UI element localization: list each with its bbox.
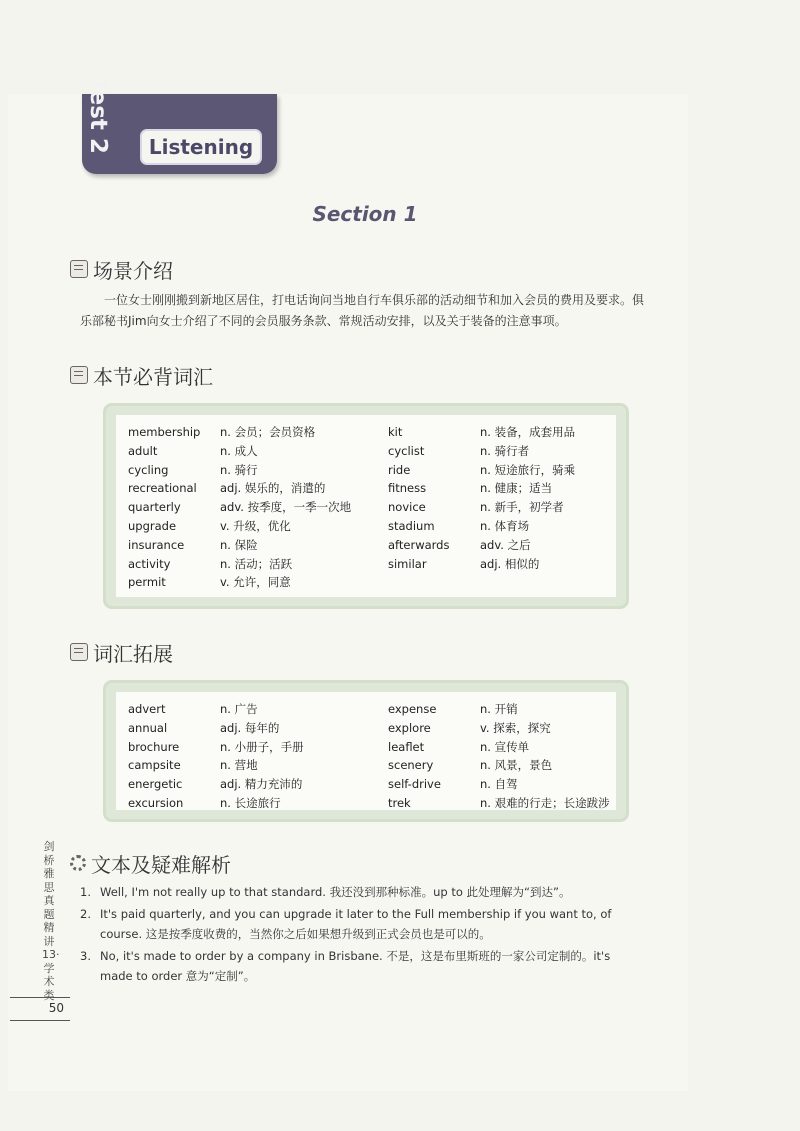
vocab-definition: adj. 相似的	[480, 556, 540, 571]
extended-vocab-panel	[116, 692, 616, 810]
vocab-row	[128, 775, 304, 794]
gear-icon	[70, 855, 86, 871]
vocab-definition: adj. 每年的	[220, 720, 280, 735]
vocab-row	[388, 775, 610, 794]
vocab-word: annual	[128, 720, 168, 735]
note-text: Well, I'm not really up to that standard. 我还没到那种标准。up to 此处理解为“到达”。	[100, 885, 571, 899]
vocab-definition: n. 装备，成套用品	[480, 425, 576, 439]
vocab-word: advert	[128, 702, 166, 716]
vocab-definition: n. 骑行者	[480, 443, 530, 458]
core-vocab-heading	[70, 361, 213, 389]
vocab-definition: n. 自驾	[480, 777, 518, 792]
vocab-row	[128, 738, 304, 757]
book-title: 剑桥雅思真题精讲13·学术类	[42, 840, 60, 1002]
vocab-definition: n. 体育场	[480, 518, 530, 533]
vocab-definition: n. 长途旅行	[220, 795, 281, 810]
vocab-row	[128, 479, 351, 498]
extended-vocab-left-column	[128, 700, 304, 813]
vocab-row	[128, 573, 351, 592]
vocab-row	[128, 498, 351, 517]
vocab-definition: n. 成人	[220, 443, 258, 458]
extended-vocab-heading	[70, 638, 173, 666]
vocab-definition: adj. 精力充沛的	[220, 777, 303, 792]
vocab-word: brochure	[128, 739, 180, 754]
vocab-row	[128, 756, 304, 775]
vocab-row	[128, 442, 351, 461]
vocab-word: campsite	[128, 758, 181, 773]
vocab-word: adult	[128, 443, 158, 458]
vocab-word: fitness	[388, 481, 427, 496]
note-number: 1.	[80, 885, 91, 899]
vocab-word: novice	[388, 500, 426, 515]
vocab-row	[388, 700, 610, 719]
vocab-definition: v. 探索，探究	[480, 720, 551, 735]
vocab-word: afterwards	[388, 537, 450, 552]
vocab-row	[128, 423, 351, 442]
vocab-word: cyclist	[388, 443, 425, 458]
vocab-row	[388, 498, 575, 517]
vocab-row	[128, 719, 304, 738]
vocab-word: stadium	[388, 518, 435, 533]
core-vocab-left-column	[128, 423, 351, 592]
vocab-row	[128, 461, 351, 480]
vocab-row	[128, 536, 351, 555]
vocab-definition: n. 广告	[220, 702, 258, 716]
vocab-word: permit	[128, 575, 166, 590]
analysis-heading	[70, 849, 231, 877]
vocab-word: similar	[388, 556, 427, 571]
extended-vocab-right-column	[388, 700, 610, 813]
vocab-definition: v. 允许，同意	[220, 575, 291, 590]
note-text: No, it's made to order by a company in Brisbane. 不是，这是布里斯班的一家公司定制的。it's made to order 意为“定制”。	[100, 949, 611, 983]
vocab-row	[128, 517, 351, 536]
vocab-row	[388, 461, 575, 480]
note-item	[80, 882, 640, 902]
vocab-definition: n. 宣传单	[480, 739, 530, 754]
vocab-word: recreational	[128, 481, 197, 496]
vocab-definition: n. 会员；会员资格	[220, 425, 316, 439]
core-vocab-right-column	[388, 423, 575, 573]
vocab-definition: n. 骑行	[220, 462, 258, 477]
analysis-notes	[80, 882, 640, 988]
core-vocab-heading-text: 本节必背词汇	[93, 364, 213, 389]
note-number: 2.	[80, 907, 91, 921]
vocab-row	[128, 700, 304, 719]
vocab-word: excursion	[128, 795, 184, 810]
vocab-row	[388, 719, 610, 738]
vocab-definition: n. 活动；活跃	[220, 556, 293, 571]
vocab-row	[388, 536, 575, 555]
vocab-row	[388, 423, 575, 442]
vocab-word: trek	[388, 795, 411, 810]
vocab-definition: n. 艰难的行走；长途跋涉	[480, 795, 610, 810]
vocab-word: upgrade	[128, 518, 177, 533]
vocab-word: explore	[388, 720, 431, 735]
note-item	[80, 946, 640, 986]
module-label: Listening	[140, 129, 262, 165]
core-vocab-box	[106, 406, 626, 606]
vocab-definition: n. 开销	[480, 702, 518, 716]
vocab-row	[388, 479, 575, 498]
extended-vocab-heading-text: 词汇拓展	[93, 641, 173, 666]
scenario-heading-text: 场景介绍	[93, 258, 173, 283]
scenario-heading	[70, 255, 173, 283]
note-text: It's paid quarterly, and you can upgrade it later to the Full membership if you want to, of course. 这是按季度收费的，当然你之后如果想升级到正式会员也是可以的。	[100, 907, 612, 941]
vocab-word: leaflet	[388, 739, 425, 754]
vocab-word: self-drive	[388, 777, 441, 792]
vocab-definition: adv. 之后	[480, 537, 531, 552]
notebook-icon	[70, 260, 88, 278]
vocab-definition: n. 营地	[220, 758, 258, 773]
vocab-row	[128, 555, 351, 574]
core-vocab-panel	[116, 415, 616, 597]
vocab-definition: n. 新手，初学者	[480, 500, 564, 515]
vocab-word: expense	[388, 702, 437, 716]
note-item	[80, 904, 640, 944]
vocab-word: quarterly	[128, 500, 181, 515]
vocab-word: scenery	[388, 758, 434, 773]
vocab-word: energetic	[128, 777, 183, 792]
vocab-definition: v. 升级，优化	[220, 518, 291, 533]
book-icon	[70, 643, 88, 661]
book-icon	[70, 366, 88, 384]
vocab-row	[388, 756, 610, 775]
vocab-definition: n. 风景，景色	[480, 758, 553, 773]
vocab-word: insurance	[128, 537, 185, 552]
vocab-word: kit	[388, 425, 403, 439]
section-title: Section 1	[312, 202, 418, 226]
vocab-word: ride	[388, 462, 411, 477]
vocab-row	[388, 555, 575, 574]
vocab-definition: n. 小册子，手册	[220, 739, 304, 754]
scenario-text: 一位女士刚刚搬到新地区居住，打电话询问当地自行车俱乐部的活动细节和加入会员的费用及要求。俱乐部秘书Jim向女士介绍了不同的会员服务条款、常规活动安排，以及关于装备的注意事项。	[80, 293, 645, 328]
vocab-definition: n. 健康；适当	[480, 481, 553, 496]
vocab-definition: n. 短途旅行，骑乘	[480, 462, 576, 477]
analysis-heading-text: 文本及疑难解析	[91, 852, 231, 877]
vocab-row	[388, 794, 610, 813]
test-label: Test 2	[85, 77, 111, 154]
vocab-word: activity	[128, 556, 171, 571]
vocab-row	[388, 442, 575, 461]
vocab-row	[128, 794, 304, 813]
vocab-definition: adj. 娱乐的，消遣的	[220, 481, 326, 496]
vocab-definition: n. 保险	[220, 537, 258, 552]
vocab-definition: adv. 按季度，一季一次地	[220, 500, 352, 515]
vocab-row	[388, 517, 575, 536]
vocab-word: cycling	[128, 462, 169, 477]
vocab-row	[388, 738, 610, 757]
page-number: 50	[10, 997, 70, 1021]
vocab-word: membership	[128, 425, 201, 439]
extended-vocab-box	[106, 683, 626, 819]
note-number: 3.	[80, 949, 91, 963]
